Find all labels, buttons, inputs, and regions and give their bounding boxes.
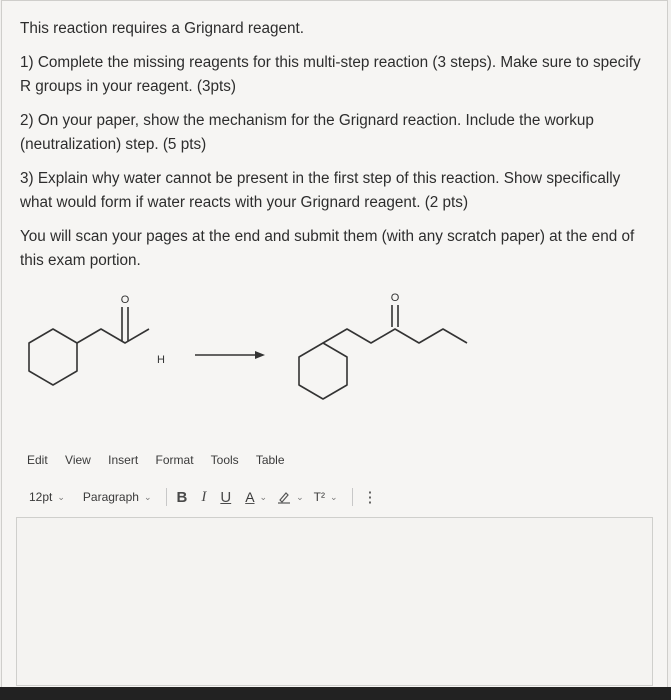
reaction-arrow	[195, 351, 265, 359]
reaction-scheme	[17, 284, 487, 434]
font-size-value: 12pt	[29, 490, 53, 504]
question-part-3: 3) Explain why water cannot be present in the first step of this reaction. Show specifically what would form if water reacts with your Grignard reagent. (2 pts)	[20, 170, 621, 211]
italic-button[interactable]: I	[201, 488, 207, 505]
menu-view[interactable]: View	[65, 453, 91, 467]
more-options-button[interactable]	[363, 488, 378, 506]
reactant-hydrogen-label: H	[157, 354, 165, 366]
highlight-color-button[interactable]	[277, 490, 304, 504]
block-format-value: Paragraph	[82, 490, 139, 504]
menu-insert[interactable]: Insert	[108, 453, 139, 467]
toolbar-divider	[352, 488, 353, 506]
menu-format[interactable]: Format	[155, 453, 194, 467]
question-panel	[1, 0, 668, 688]
reactant-cyclohexane-ring	[29, 329, 77, 385]
superscript-button[interactable]	[314, 490, 338, 504]
menu-tools[interactable]: Tools	[210, 453, 239, 467]
submission-note: You will scan your pages at the end and submit them (with any scratch paper) at the end of this exam portion.	[20, 228, 635, 269]
question-intro: This reaction requires a Grignard reagent.	[20, 20, 304, 37]
text-color-icon: A	[245, 489, 255, 505]
editor-toolbar	[29, 486, 388, 508]
chevron-down-icon: ⌄	[57, 491, 65, 502]
reactant-chain	[77, 329, 149, 343]
question-text	[20, 17, 650, 283]
menu-table[interactable]: Table	[255, 453, 285, 467]
answer-editor[interactable]	[16, 517, 653, 686]
reactant-aldehyde	[29, 307, 149, 385]
font-size-select[interactable]	[29, 490, 65, 504]
toolbar-divider	[166, 488, 167, 506]
bold-button[interactable]: B	[176, 488, 188, 506]
product-ketone	[299, 305, 467, 399]
product-oxygen-label: O	[390, 292, 400, 304]
product-chain	[323, 329, 467, 343]
chevron-down-icon: ⌄	[259, 491, 268, 502]
highlighter-icon	[277, 490, 291, 504]
question-part-2: 2) On your paper, show the mechanism for the Grignard reaction. Include the workup (neutralization) step. (5 pts)	[20, 112, 594, 153]
chevron-down-icon: ⌄	[329, 491, 338, 502]
superscript-icon: T²	[313, 490, 325, 504]
question-part-1: 1) Complete the missing reagents for this multi-step reaction (3 steps). Make sure to specify R groups in your reagent. (3pts)	[20, 54, 641, 95]
chevron-down-icon: ⌄	[143, 491, 152, 502]
bottom-bar	[0, 687, 671, 700]
reactant-oxygen-label: O	[120, 294, 130, 306]
menu-edit[interactable]: Edit	[27, 453, 48, 467]
block-format-select[interactable]	[83, 490, 152, 504]
product-cyclohexane-ring	[299, 343, 347, 399]
underline-button[interactable]: U	[220, 488, 232, 506]
chevron-down-icon: ⌄	[296, 491, 304, 502]
more-icon: ⋮	[362, 489, 378, 506]
editor-menubar	[27, 453, 299, 471]
text-color-button[interactable]	[245, 489, 267, 505]
